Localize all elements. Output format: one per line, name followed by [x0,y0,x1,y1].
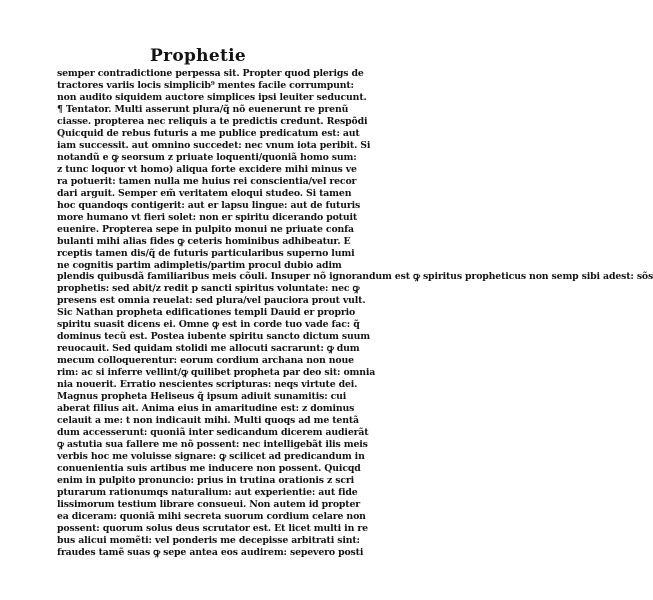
text-line: rim: ac si inferre vellint/ꝙ quilibet propheta par deo sit: omnia [57,367,376,379]
text-line: Quicquid de rebus futuris a me publice predicatum est: aut [57,127,360,139]
text-line: reuocauit. Sed quidam stolidi me allocuti sacrarunt: ꝙ dum [57,343,360,355]
text-line: ne cognitis partim adimpletis/partim procul dubio adim [57,259,342,271]
text-line: aberat filius ait. Anima eius in amaritudine est: z dominus [57,403,355,415]
text-line: dominus tecũ est. Postea iubente spiritu sancto dictum suum [57,331,370,343]
text-line: enim in pulpito pronuncio: prius in trutina orationis z scri [57,474,355,486]
text-line: ꝙ astutia sua fallere me nõ possent: nec intelligebãt ilis meis [57,439,368,451]
text-line: plendis quibusdã familiaribus meis cõuli. Insuper nõ ignorandum est ꝙ spiritus propheticus non semp sibi adest: sõs [57,271,653,283]
text-line: tractores variis locis simplicib⁹ mentes facile corrumpunt: [57,79,354,91]
text-line: Sic Nathan propheta edificationes templi Dauid er proprio [57,307,356,319]
text-line: Magnus propheta Heliseus q̃ ipsum adiuit sunamitis: cui [57,391,347,403]
text-line: possent: quorum solus deus scrutator est. Et licet multi in re [57,522,368,534]
body-text [57,68,653,559]
text-line: conuenientia suis artibus me inducere non possent. Quicqd [57,462,361,474]
text-line: hoc quandoqs contigerit: aut er lapsu lingue: aut de futuris [57,199,361,211]
text-line: spiritu suasit dicens ei. Omne ꝙ est in corde tuo vade fac: q̃ [57,319,360,331]
text-line: lissimorum testium librare consueui. Non autem id propter [57,498,361,510]
text-line: iam successit. aut omnino succedet: nec vnum iota peribit. Si [57,139,371,151]
text-line: notandũ e ꝙ seorsum z priuate loquenti/quoniã homo sum: [57,151,357,163]
text-line: dari arguit. Semper em̃ veritatem eloqui studeo. Si tamen [57,187,352,199]
text-line: ciasse. propterea nec reliquis a te predictis credunt. Respõdi [57,115,368,127]
text-line: non audito siquidem auctore simplices ipsi leuiter seducunt. [57,91,367,103]
text-line: euenire. Propterea sepe in pulpito monui ne priuate confa [57,223,354,235]
text-line: mecum colloquerentur: eorum cordium archana non noue [57,355,354,367]
text-line: prophetis: sed abit/z redit p sancti spiritus voluntate: nec ꝙ [57,283,360,295]
text-line: more humano vt fieri solet: non er spiritu dicerando potuit [57,211,358,223]
text-line: nia nouerit. Erratio nescientes scripturas: neqs virtute dei. [57,379,358,391]
text-line: ¶ Tentator. Multi asserunt plura/q̃ nõ euenerunt re prenũ [57,103,349,115]
text-line: bus alicui momẽti: vel ponderis me decepisse arbitrati sint: [57,534,360,546]
text-line: ea diceram: quoniã mihi secreta suorum cordium celare non [57,510,366,522]
text-line: celauit a me: t non indicauit mihi. Multi quoqs ad me tentã [57,415,359,427]
text-line: ra potuerit: tamen nulla me huius rei conscientia/vel recor [57,175,357,187]
text-line: pturarum rationumqs naturalium: aut experientie: aut fide [57,486,358,498]
text-line: z tunc loquor vt homo) aliqua forte excidere mihi minus ve [57,163,357,175]
page-header: Prophetie [150,46,246,66]
text-line: fraudes tamẽ suas ꝙ sepe antea eos audirem: sepevero posti [57,546,364,558]
text-line: bulanti mihi alias fides ꝙ ceteris hominibus adhibeatur. E [57,235,351,247]
text-line: presens est omnia reuelat: sed plura/vel pauciora prout vult. [57,295,366,307]
text-line: verbis hoc me voluisse signare: ꝙ scilicet ad predicandum in [57,451,365,462]
text-line: rceptis tamen dis/q̃ de futuris particularibus superno lumi [57,247,355,259]
text-line: semper contradictione perpessa sit. Propter quod plerigs de [57,68,364,79]
text-line: dum accesserunt: quoniã inter sedicandum dicerem audierãt [57,427,369,439]
